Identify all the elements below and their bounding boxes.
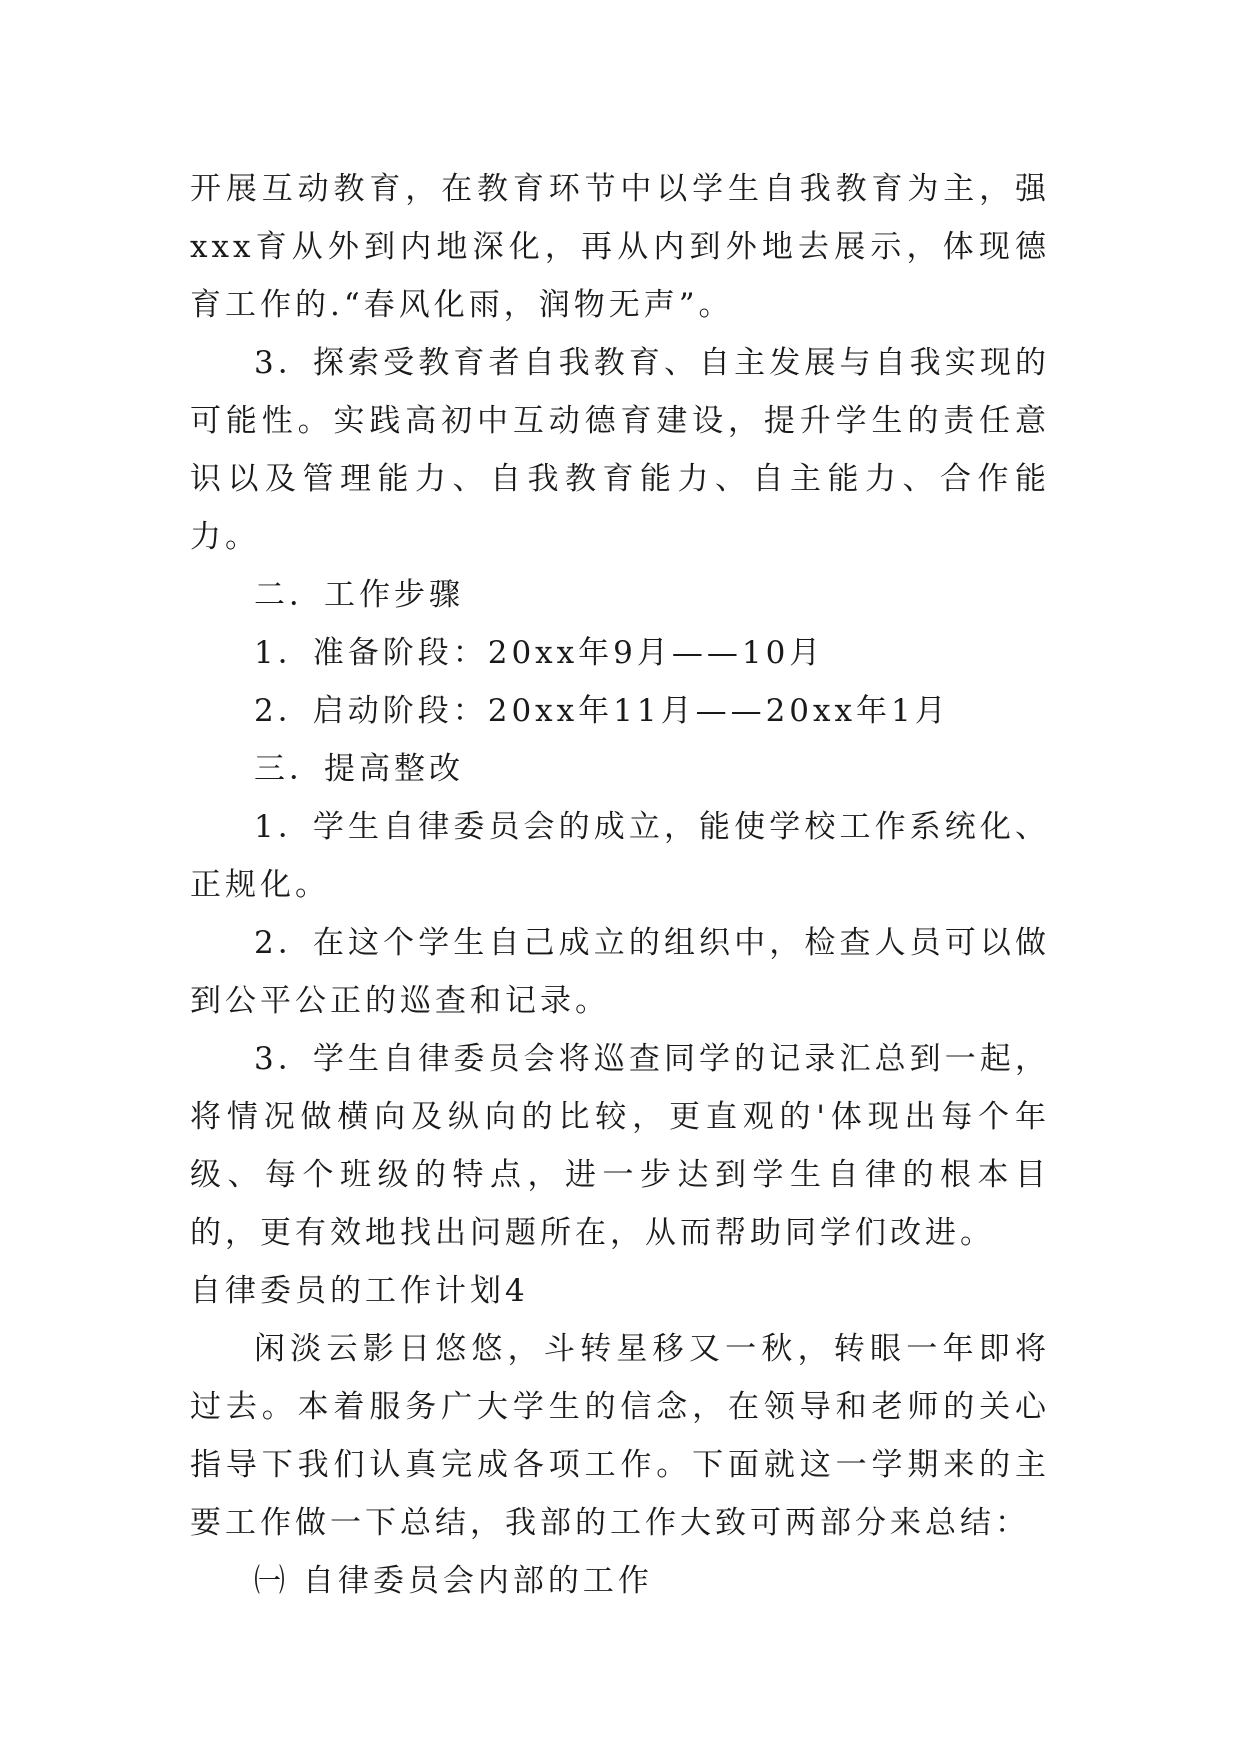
paragraph: 2．在这个学生自己成立的组织中，检查人员可以做到公平公正的巡查和记录。 [190,925,1050,1019]
paragraph: 1．准备阶段：20xx年9月——10月 [254,635,825,671]
paragraph: 2．启动阶段：20xx年11月——20xx年1月 [254,693,950,729]
paragraph: 3．学生自律委员会将巡查同学的记录汇总到一起，将情况做横向及纵向的比较，更直观的'体现出每个年级、每个班级的特点，进一步达到学生自律的根本目的，更有效地找出问题所在，从而帮助同学们改进。 [190,1041,1050,1251]
section-heading: 三．提高整改 [254,751,464,787]
paragraph: 1．学生自律委员会的成立，能使学校工作系统化、正规化。 [190,809,1050,903]
document-body [190,160,1050,1610]
subsection-heading: ㈠ 自律委员会内部的工作 [254,1563,653,1599]
paragraph: 开展互动教育，在教育环节中以学生自我教育为主，强xxx育从外到内地深化，再从内到外地去展示，体现德育工作的.“春风化雨，润物无声”。 [190,171,1050,323]
section-heading: 二．工作步骤 [254,577,464,613]
paragraph: 3．探索受教育者自我教育、自主发展与自我实现的可能性。实践高初中互动德育建设，提升学生的责任意识以及管理能力、自我教育能力、自主能力、合作能力。 [190,345,1050,555]
paragraph: 闲淡云影日悠悠，斗转星移又一秋，转眼一年即将过去。本着服务广大学生的信念，在领导和老师的关心指导下我们认真完成各项工作。下面就这一学期来的主要工作做一下总结，我部的工作大致可两部分来总结： [190,1331,1050,1541]
document-section-title: 自律委员的工作计划4 [190,1273,529,1309]
